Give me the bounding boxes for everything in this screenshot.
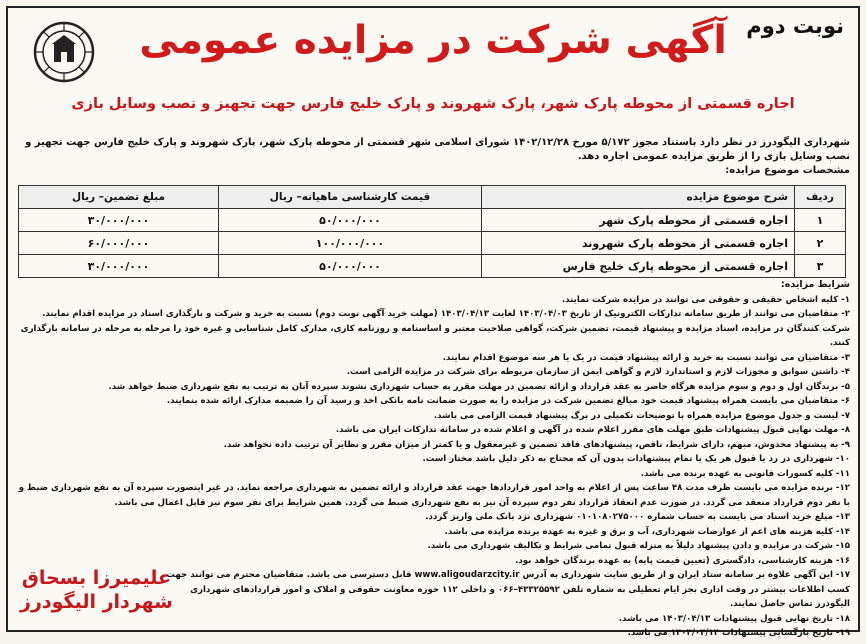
conditions-title: شرایط مزایده:: [780, 279, 850, 290]
condition-item: ۱۱- کلیه کسورات قانونی به عهده برنده می باشد.: [640, 468, 850, 479]
condition-item: ۲- متقاضیان می توانند از طریق سامانه تدارکات الکترونیک از تاریخ ۱۴۰۳/۰۴/۰۳ لغایت ۱۴۰۳/۰۴/۱۳ (مهلت خرید آگهی نوبت دوم) نسبت به خرید و شرکت و بارگذاری اسناد در مزایده اقدام نمایند. شرکت کنندگان در مزایده، اسناد مزایده و پیشنهاد قیمت، تضمین شرکت، گواهی صلاحیت معتبر و اساسنامه و روزنامه کاری، مدارک کامل شناسایی و غیره خود را مرحله به مرحله در سامانه بارگذاری کنند.: [20, 309, 850, 348]
condition-item: ۱۲- برنده مزایده می بایست ظرف مدت ۴۸ ساعت پس از اعلام به واحد امور قراردادها جهت عقد قرارداد و ارائه تضمین به شهرداری مراجعه نماید. در غیر اینصورت سپرده آن به نفع شهرداری ضبط و با نفر دوم قرارداد منعقد می گردد. در صورت عدم انعقاد قرارداد نفر دوم سپرده آن نیز به نفع شهرداری ضبط می گردد. همین شرایط برای نفر سوم نیز قابل اعمال می باشد.: [18, 483, 850, 508]
notice-subtitle: اجاره قسمتی از محوطه پارک شهر، پارک شهروند و پارک خلیج فارس جهت تجهیز و نصب وسایل بازی: [71, 96, 795, 112]
col-header-row-no: ردیف: [795, 186, 846, 209]
table-row: [19, 232, 846, 255]
table-header-row: [19, 186, 846, 209]
condition-item: ۱- کلیه اشخاص حقیقی و حقوقی می توانند در مزایده شرکت نمایند.: [561, 294, 850, 305]
municipality-emblem-icon: [32, 20, 96, 84]
condition-item: ۴- داشتن سوابق و مجوزات لازم و استاندارد لازم و گواهی ایمن از سازمان مربوطه برای شرکت در مزایده الزامی است.: [346, 367, 850, 377]
col-header-price: قیمت کارشناسی ماهیانه– ریال: [219, 186, 482, 209]
row-number: ۲: [795, 232, 846, 255]
col-header-description: شرح موضوع مزایده: [482, 186, 795, 209]
condition-item: ۷- لیست و جدول موضوع مزایده همراه با توضیحات تکمیلی در برگ پیشنهاد قیمت الزامی می باشد.: [433, 410, 850, 421]
table-row: [19, 209, 846, 232]
row-price: ۵۰/۰۰۰/۰۰۰: [219, 209, 482, 232]
condition-item: ۶- متقاضیان می بایست همراه پیشنهاد قیمت خود مبالغ تضمین شرکت در مزایده را به صورت ضمانت نامه بانکی اخذ و رسید آن را ضمیمه مدارک ارائه شده بنمایند.: [166, 396, 850, 406]
row-description: اجاره قسمتی از محوطه پارک شهروند: [482, 232, 795, 255]
condition-item: ۱۸- تاریخ نهایی قبول پیشنهادات ۱۴۰۳/۰۴/۱۳ می باشد.: [618, 613, 850, 624]
condition-item: ۳- متقاضیان می توانند نسبت به خرید و ارائه پیشنهاد قیمت در یک یا هر سه موضوع اقدام نمایند.: [442, 352, 850, 363]
notice-title: آگهی شرکت در مزایده عمومی: [139, 18, 727, 63]
condition-item: ۱۳- مبلغ خرید اسناد می بایست به حساب شماره ۰۱۰۱۰۸۰۲۷۵۰۰۰ شهرداری نزد بانک ملی واریز گردد.: [425, 512, 850, 522]
intro-block: [16, 136, 850, 178]
signer-role: شهردار الیگودرز: [20, 591, 173, 613]
row-deposit: ۳۰/۰۰۰/۰۰۰: [19, 209, 219, 232]
row-description: اجاره قسمتی از محوطه پارک خلیج فارس: [482, 255, 795, 278]
condition-item: ۱۵- شرکت در مزایده و دادن پیشنهاد دلیلاً به منزله قبول تمامی شرایط و تکالیف شهرداری می باشد.: [427, 541, 850, 551]
row-number: ۳: [795, 255, 846, 278]
condition-item: ۱۷- این آگهی علاوه بر سامانه ستاد ایران و از طریق سایت شهرداری به آدرس www.aligoudarzcity.ir قابل دسترسی می باشد. متقاضیان محترم می توانند جهت کسب اطلاعات بیشتر در وقت اداری بجز ایام تعطیلی به شماره تلفن ۴۳۳۲۵۵۹۲–۰۶۶ و داخلی ۱۱۲ حوزه معاونت حقوقی و املاک و امور قراردادهای شهرداری الیگودرز تماس حاصل نمایند.: [166, 570, 850, 609]
condition-item: ۱۹- تاریخ بازگشایی پیشنهادات ۱۴۰۳/۰۴/۱۴ می باشد.: [627, 628, 850, 638]
condition-item: ۱۰- شهرداری در رد یا قبول هر یک یا تمام پیشنهادات بدون آن که محتاج به ذکر دلیل باشد مختار است.: [422, 454, 850, 464]
intro-text: شهرداری الیگودرز در نظر دارد باستناد مجوز ۵/۱۷۲ مورخ ۱۴۰۲/۱۲/۲۸ شورای اسلامی شهر قسمتی از محوطه پارک شهر، پارک شهروند و پارک خلیج فارس جهت تجهیز و نصب وسایل بازی را از طریق مزایده عمومی اجاره دهد.: [25, 137, 850, 162]
table-row: [19, 255, 846, 278]
condition-item: ۹- به پیشنهاد مخدوش، مبهم، دارای شرایط، ناقص، پیشنهادهای فاقد تضمین و غیرمعقول و یا کمتر از میزان مقرر و نظایر آن ترتیب داده نخواهد شد.: [223, 439, 850, 450]
signature-block: [20, 566, 173, 614]
condition-item: ۵- برندگان اول و دوم و سوم مزایده هرگاه حاضر به عقد قرارداد و ارائه تضمین در مهلت مقرر به حساب شهرداری نشوند سپرده آنان به ترتیب به نفع شهرداری ضبط خواهد شد.: [108, 381, 850, 392]
row-deposit: ۳۰/۰۰۰/۰۰۰: [19, 255, 219, 278]
condition-item: ۱۶- هزینه کارشناسی، دادگستری (تعیین قیمت پایه) به عهده برندگان خواهد بود.: [515, 555, 850, 566]
row-price: ۱۰۰/۰۰۰/۰۰۰: [219, 232, 482, 255]
condition-item: ۱۴- کلیه هزینه های اعم از عوارضات شهرداری، آب و برق و غیره به عهده برنده مزایده می باشد.: [444, 526, 850, 537]
row-price: ۵۰/۰۰۰/۰۰۰: [219, 255, 482, 278]
notice-page: [6, 6, 860, 638]
condition-item: ۸- مهلت نهایی قبول پیشنهادات طبق مهلت های مقرر اعلام شده در آگهی و اعلام شده در سامانه تدارکات ایران می باشد.: [335, 425, 850, 435]
row-number: ۱: [795, 209, 846, 232]
auction-items-table: [18, 185, 846, 278]
signer-name: علیمیرزا بسحاق: [21, 567, 171, 589]
col-header-deposit: مبلغ تضمین– ریال: [19, 186, 219, 209]
specs-heading: مشخصات موضوع مزایده:: [725, 165, 850, 176]
row-description: اجاره قسمتی از محوطه پارک شهر: [482, 209, 795, 232]
row-deposit: ۶۰/۰۰۰/۰۰۰: [19, 232, 219, 255]
round-label: نوبت دوم: [746, 14, 844, 38]
